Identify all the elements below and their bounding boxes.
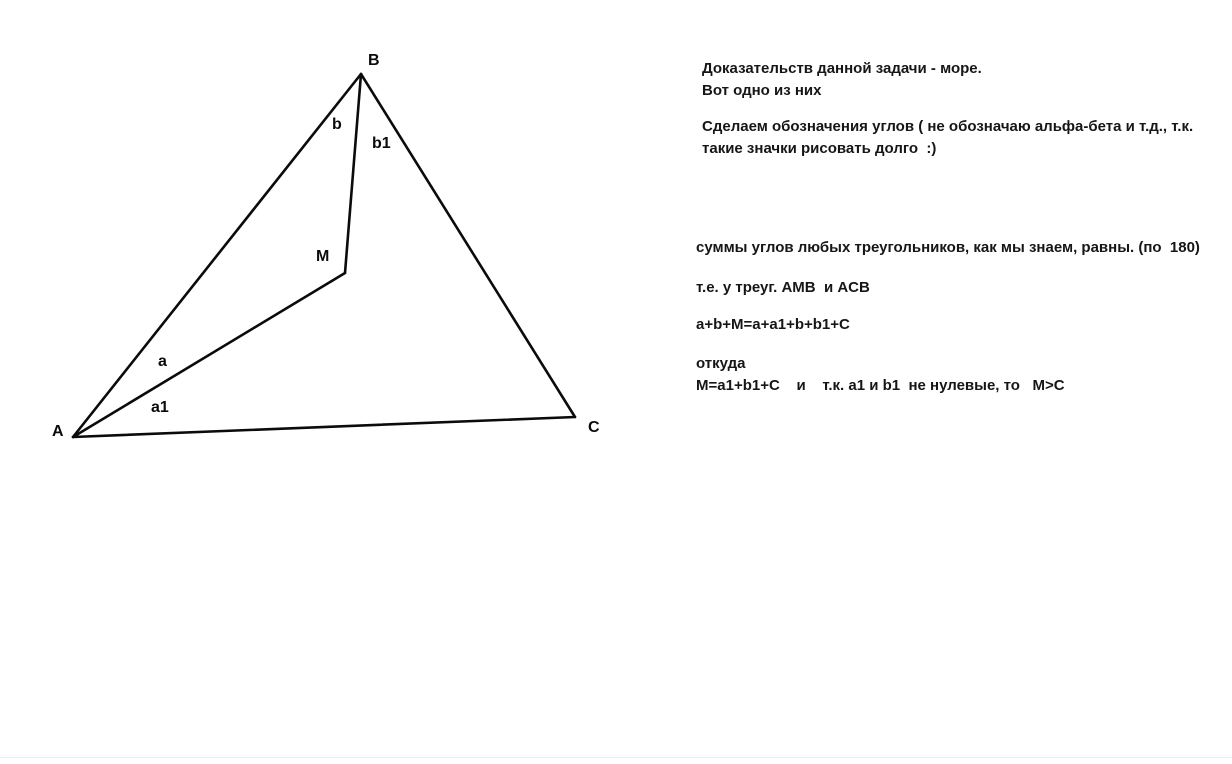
proof-intro-line2: Вот одно из них — [702, 82, 822, 99]
proof-intro-line1: Доказательств данной задачи - море. — [702, 60, 982, 77]
vertex-label-a: A — [52, 423, 64, 440]
point-label-m: M — [316, 248, 330, 265]
angle-label-a1: a1 — [151, 399, 169, 416]
conclusion-line2: M=a1+b1+C и т.к. a1 и b1 не нулевые, то M>C — [696, 377, 1065, 394]
proof-intro — [702, 58, 982, 102]
equation: a+b+M=a+a1+b+b1+C — [696, 316, 850, 333]
angle-label-b1: b1 — [372, 135, 391, 152]
angle-sum-statement: суммы углов любых треугольников, как мы знаем, равны. (по 180) — [696, 239, 1200, 256]
angle-label-a: a — [158, 353, 167, 370]
notation-remark-line2: такие значки рисовать долго :) — [702, 140, 937, 157]
notation-remark-line1: Сделаем обозначения углов ( не обозначаю альфа-бета и т.д., т.к. — [702, 118, 1194, 135]
conclusion — [696, 353, 1065, 397]
vertex-label-b: B — [368, 52, 380, 69]
triangles-statement: т.е. у треуг. AMB и ACB — [696, 279, 870, 296]
bottom-divider — [0, 757, 1232, 758]
vertex-label-c: C — [588, 419, 600, 436]
conclusion-line1: откуда — [696, 355, 746, 372]
notation-remark — [702, 116, 1193, 160]
angle-label-b: b — [332, 116, 342, 133]
